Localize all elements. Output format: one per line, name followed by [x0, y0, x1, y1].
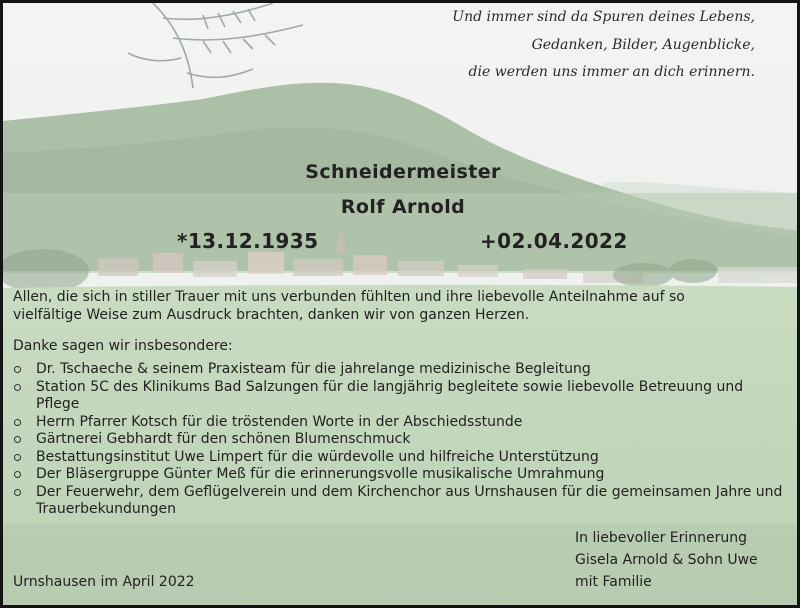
- thanks-heading: Danke sagen wir insbesondere:: [13, 338, 233, 354]
- poem-line-1: Und immer sind da Spuren deines Lebens,: [452, 9, 755, 25]
- thanks-item: [13, 379, 783, 414]
- place-and-date: Urnshausen im April 2022: [13, 574, 195, 590]
- thanks-item-text: Der Bläsergruppe Günter Meß für die erinnerungsvolle musikalische Umrahmung: [36, 466, 605, 482]
- thanks-item: [13, 484, 783, 519]
- poem-line-3: die werden uns immer an dich erinnern.: [468, 64, 755, 80]
- intro-line-1: Allen, die sich in stiller Trauer mit uns verbunden fühlten und ihre liebevolle Anteilnahme auf so: [13, 289, 685, 305]
- thanks-item-text: Dr. Tschaeche & seinem Praxisteam für die jahrelange medizinische Begleitung: [36, 361, 591, 377]
- thanks-item-text: Der Feuerwehr, dem Geflügelverein und dem Kirchenchor aus Urnshausen für die gemeinsamen Jahre und Trauerbekundungen: [36, 483, 783, 517]
- signature-line-3: mit Familie: [575, 574, 652, 590]
- poem-line-2: Gedanken, Bilder, Augenblicke,: [531, 37, 755, 53]
- bullet-icon: [14, 366, 21, 373]
- signature-line-2: Gisela Arnold & Sohn Uwe: [575, 552, 758, 568]
- thanks-list: [13, 361, 783, 519]
- deceased-name: Rolf Arnold: [340, 196, 466, 218]
- thanks-item: [13, 431, 783, 449]
- intro-line-2: vielfältige Weise zum Ausdruck brachten, danken wir von ganzen Herzen.: [13, 307, 530, 323]
- death-date: +02.04.2022: [480, 229, 628, 253]
- bullet-icon: [14, 436, 21, 443]
- thanks-item: [13, 361, 783, 379]
- bullet-icon: [14, 454, 21, 461]
- signature-line-1: In liebevoller Erinnerung: [575, 530, 748, 546]
- deceased-title: Schneidermeister: [305, 161, 501, 183]
- thanks-item-text: Gärtnerei Gebhardt für den schönen Blumenschmuck: [36, 431, 411, 447]
- thanks-item-text: Bestattungsinstitut Uwe Limpert für die würdevolle und hilfreiche Unterstützung: [36, 448, 599, 465]
- bullet-icon: [14, 489, 21, 496]
- bullet-icon: [14, 471, 21, 478]
- thanks-item-text: Herrn Pfarrer Kotsch für die tröstenden Worte in der Abschiedsstunde: [36, 413, 523, 430]
- bullet-icon: [14, 419, 21, 426]
- thanks-item-text: Station 5C des Klinikums Bad Salzungen für die langjährig begleitete sowie liebevolle Betreuung und Pflege: [36, 378, 744, 412]
- thanks-item: [13, 449, 783, 467]
- thanks-item: [13, 466, 783, 484]
- bullet-icon: [14, 384, 21, 391]
- birth-date: *13.12.1935: [177, 229, 319, 253]
- thanks-item: [13, 414, 783, 432]
